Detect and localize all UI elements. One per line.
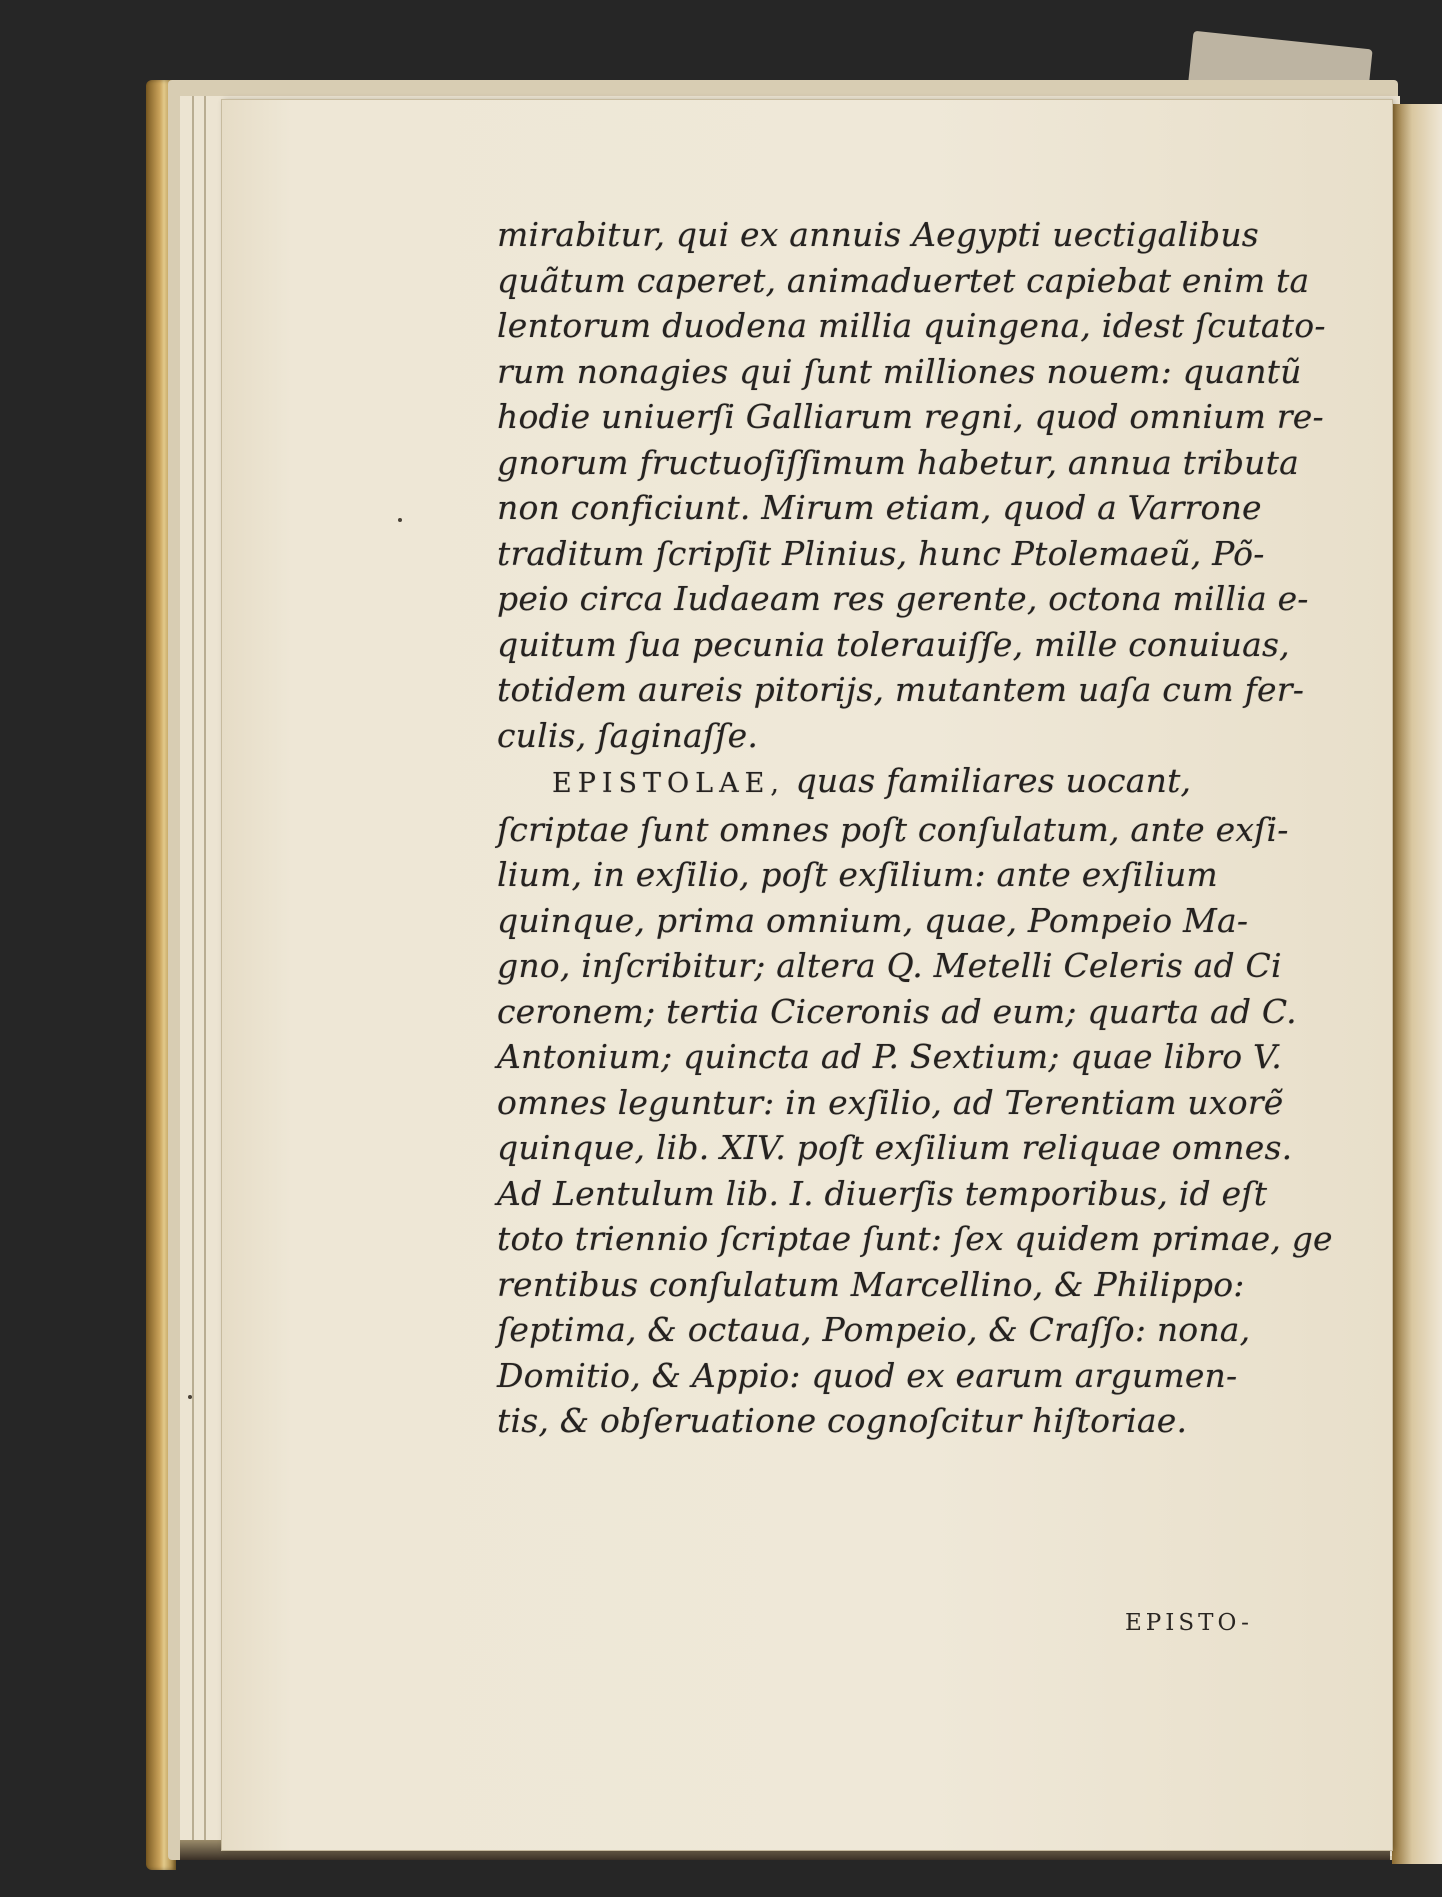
text-line: Ad Lentulum lib. I. diuerſis temporibus, id eſt [497,1173,1268,1213]
text-line: traditum ſcripſit Plinius, hunc Ptolemaeũ, Põ- [497,533,1265,573]
text-line: ſcriptae ſunt omnes poſt conſulatum, ante exſi- [497,809,1289,849]
text-line: omnes leguntur: in exſilio, ad Terentiam uxorẽ [497,1082,1284,1122]
text-line: hodie uniuerſi Galliarum regni, quod omnium re- [497,397,1324,436]
text-line: mirabitur, qui ex annuis Aegypti uectigalibus [497,215,1259,254]
text-line: Domitio, & Appio: quod ex earum argumen- [497,1355,1238,1395]
text-line: rentibus conſulatum Marcellino, & Philippo: [497,1264,1245,1304]
text-line: tis, & obſeruatione cognoſcitur hiſtoriae. [497,1401,1188,1440]
text-line: toto triennio ſcriptae ſunt: ſex quidem primae, ge [497,1219,1333,1258]
page-text [497,212,1333,1444]
text-line: quinque, lib. XIV. poſt exſilium reliquae omnes. [497,1128,1293,1167]
text-line: quãtum caperet, animaduertet capiebat enim ta [497,260,1310,300]
text-line: totidem aureis pitorijs, mutantem uaſa cum fer- [497,670,1305,709]
paragraph-opening-rest: quas familiares uocant, [795,761,1192,800]
paragraph-opening [497,758,1307,807]
text-line: gnorum fructuoſiſſimum habetur, annua tributa [497,442,1299,482]
text-line: culis, ſaginaſſe. [497,715,759,755]
ink-speck [398,518,402,522]
text-line: Antonium; quincta ad P. Sextium; quae libro V. [497,1037,1282,1076]
ink-speck [188,1395,192,1399]
paragraph-lead-word: EPISTOLAE, [552,768,785,799]
catchword: EPISTO- [1125,1610,1253,1636]
text-line: quinque, prima omnium, quae, Pompeio Ma- [497,900,1249,940]
text-line: lentorum duodena millia quingena, idest ſcutato- [497,306,1326,345]
text-line: ſeptima, & octaua, Pompeio, & Craſſo: nona, [497,1310,1251,1349]
text-line: rum nonagies qui ſunt milliones nouem: quantũ [497,351,1302,391]
text-line: gno, inſcribitur; altera Q. Metelli Celeris ad Ci [497,946,1282,985]
facing-page-edge [1392,104,1442,1864]
text-line: quitum ſua pecunia tolerauiſſe, mille conuiuas, [497,624,1290,664]
text-line: lium, in exſilio, poſt exſilium: ante exſilium [497,855,1218,894]
text-line: ceronem; tertia Ciceronis ad eum; quarta ad C. [497,991,1297,1031]
text-line: non conficiunt. Mirum etiam, quod a Varrone [497,488,1262,527]
text-line: peio circa Iudaeam res gerente, octona millia e- [497,579,1309,618]
